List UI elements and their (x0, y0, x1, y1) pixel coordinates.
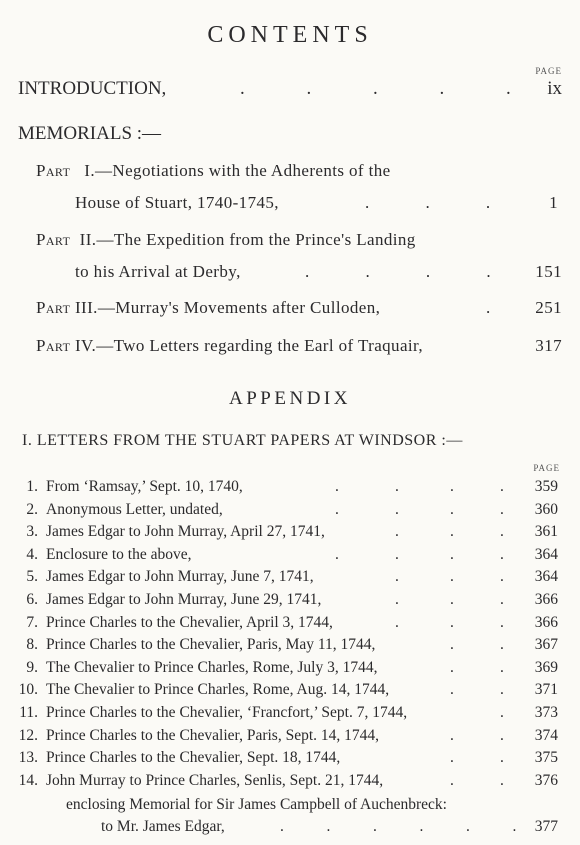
leader-dot: . (500, 772, 504, 789)
letter-page: 366 (534, 614, 558, 631)
leader-dot: . (450, 681, 454, 698)
part-4-title-line1: —Two Letters regarding the Earl of Traquair, (96, 336, 424, 355)
leader-dot: . (335, 546, 339, 563)
leader-dot: . (395, 523, 399, 540)
letter-page: 364 (534, 568, 558, 585)
leader-dot: . (450, 546, 454, 563)
letter-number: 6. (26, 591, 38, 608)
introduction-label: INTRODUCTION, (18, 78, 167, 99)
leader-dot: . (500, 636, 504, 653)
letter-page: 374 (534, 727, 558, 744)
letter-number: 7. (26, 614, 38, 631)
part-1-number: I. (84, 161, 96, 180)
part-2-number: II. (79, 230, 97, 249)
part-2-line1 (36, 230, 416, 250)
memorials-heading: MEMORIALS :— (18, 123, 162, 144)
part-2-word: Part (36, 230, 71, 249)
part-1-title-line2: House of Stuart, 1740-1745, (75, 193, 279, 212)
leader-dot: . (450, 749, 454, 766)
part-3-number: III. (75, 298, 98, 317)
part-1-word: Part (36, 161, 71, 180)
letter-page: 361 (534, 523, 558, 540)
appendix-page-column-header: PAGE (533, 463, 560, 473)
part-1-line1 (36, 161, 391, 181)
contents-title: CONTENTS (207, 22, 373, 48)
leader-dot: . (500, 614, 504, 631)
appendix-title: APPENDIX (229, 388, 351, 409)
leader-dot: . (395, 568, 399, 585)
letter-number: 4. (26, 546, 38, 563)
enclosure-page: 377 (534, 818, 558, 835)
part-4-line1 (36, 336, 423, 356)
letter-title: James Edgar to John Murray, June 7, 1741, (46, 568, 314, 585)
letter-number: 14. (18, 772, 38, 789)
letter-title: Prince Charles to the Chevalier, April 3, 1744, (46, 614, 333, 631)
leader-dot: . (500, 478, 504, 495)
leader-dot: . (450, 501, 454, 518)
leader-dot: . (500, 568, 504, 585)
letter-title: Anonymous Letter, undated, (46, 501, 223, 518)
part-2-page: 151 (535, 262, 562, 281)
enclosure-line2: to Mr. James Edgar, (101, 818, 225, 835)
leader-dot: . (335, 478, 339, 495)
part-3-leader: . (486, 298, 491, 317)
leader-dot: . (450, 591, 454, 608)
leader-dot: . (500, 727, 504, 744)
leader-dot: . (450, 568, 454, 585)
leader-dot: . (450, 772, 454, 789)
letter-page: 376 (534, 772, 558, 789)
leader-dot: . (500, 681, 504, 698)
letter-number: 11. (19, 704, 38, 721)
enclosure-line1: enclosing Memorial for Sir James Campbell of Auchenbreck: (66, 796, 447, 813)
letter-title: From ‘Ramsay,’ Sept. 10, 1740, (46, 478, 243, 495)
leader-dot: . (450, 636, 454, 653)
leader-dot: . (500, 546, 504, 563)
leader-dot: . (395, 546, 399, 563)
part-4-word: Part (36, 336, 71, 355)
leader-dot: . (500, 591, 504, 608)
letter-title: Prince Charles to the Chevalier, ‘Francfort,’ Sept. 7, 1744, (46, 704, 408, 721)
part-3-title-line1: —Murray's Movements after Culloden, (97, 298, 381, 317)
letter-title: James Edgar to John Murray, June 29, 1741, (46, 591, 322, 608)
leader-dot: . (500, 659, 504, 676)
letter-number: 12. (18, 727, 38, 744)
leader-dot: . (450, 478, 454, 495)
part-3-page: 251 (535, 298, 562, 317)
letter-title: Prince Charles to the Chevalier, Sept. 18, 1744, (46, 749, 341, 766)
letter-title: The Chevalier to Prince Charles, Rome, Aug. 14, 1744, (46, 681, 390, 698)
letter-title: Prince Charles to the Chevalier, Paris, Sept. 14, 1744, (46, 727, 380, 744)
leader-dot: . (500, 704, 504, 721)
leader-dot: . (500, 749, 504, 766)
letter-page: 364 (534, 546, 558, 563)
letter-number: 9. (26, 659, 38, 676)
letter-title: Enclosure to the above, (46, 546, 192, 563)
leader-dot: . (450, 614, 454, 631)
part-2-leader: . . . . (305, 262, 491, 281)
appendix-section-heading: I. LETTERS FROM THE STUART PAPERS AT WINDSOR :— (22, 432, 463, 449)
letter-title: The Chevalier to Prince Charles, Rome, July 3, 1744, (46, 659, 378, 676)
letter-number: 3. (26, 523, 38, 540)
letter-number: 1. (26, 478, 38, 495)
enclosure-leader: . . . . . . (280, 818, 517, 835)
letter-title: John Murray to Prince Charles, Senlis, Sept. 21, 1744, (46, 772, 384, 789)
part-3-line1 (36, 298, 380, 318)
leader-dot: . (395, 614, 399, 631)
letter-page: 369 (534, 659, 558, 676)
letter-number: 13. (18, 749, 38, 766)
page-column-header: PAGE (535, 66, 562, 76)
letter-title: James Edgar to John Murray, April 27, 1741, (46, 523, 325, 540)
leader-dot: . (500, 523, 504, 540)
introduction-leader: . . . . . (240, 78, 511, 99)
part-4-page: 317 (535, 336, 562, 355)
letter-page: 359 (534, 478, 558, 495)
letter-number: 10. (18, 681, 38, 698)
letter-number: 5. (26, 568, 38, 585)
leader-dot: . (450, 523, 454, 540)
letter-number: 2. (26, 501, 38, 518)
letter-page: 360 (534, 501, 558, 518)
leader-dot: . (395, 591, 399, 608)
part-2-title-line2: to his Arrival at Derby, (75, 262, 241, 281)
leader-dot: . (450, 727, 454, 744)
leader-dot: . (500, 501, 504, 518)
letter-number: 8. (26, 636, 38, 653)
letter-page: 371 (534, 681, 558, 698)
letter-page: 367 (534, 636, 558, 653)
part-3-word: Part (36, 298, 71, 317)
letter-page: 373 (534, 704, 558, 721)
leader-dot: . (450, 659, 454, 676)
letter-title: Prince Charles to the Chevalier, Paris, May 11, 1744, (46, 636, 376, 653)
letter-page: 375 (534, 749, 558, 766)
part-1-leader: . . . (365, 193, 491, 212)
letter-page: 366 (534, 591, 558, 608)
introduction-page: ix (547, 78, 562, 99)
part-1-page: 1 (549, 193, 558, 212)
part-4-number: IV. (75, 336, 97, 355)
leader-dot: . (395, 501, 399, 518)
part-1-title-line1: —Negotiations with the Adherents of the (95, 161, 391, 180)
part-2-title-line1: —The Expedition from the Prince's Landing (96, 230, 416, 249)
leader-dot: . (335, 501, 339, 518)
leader-dot: . (395, 478, 399, 495)
